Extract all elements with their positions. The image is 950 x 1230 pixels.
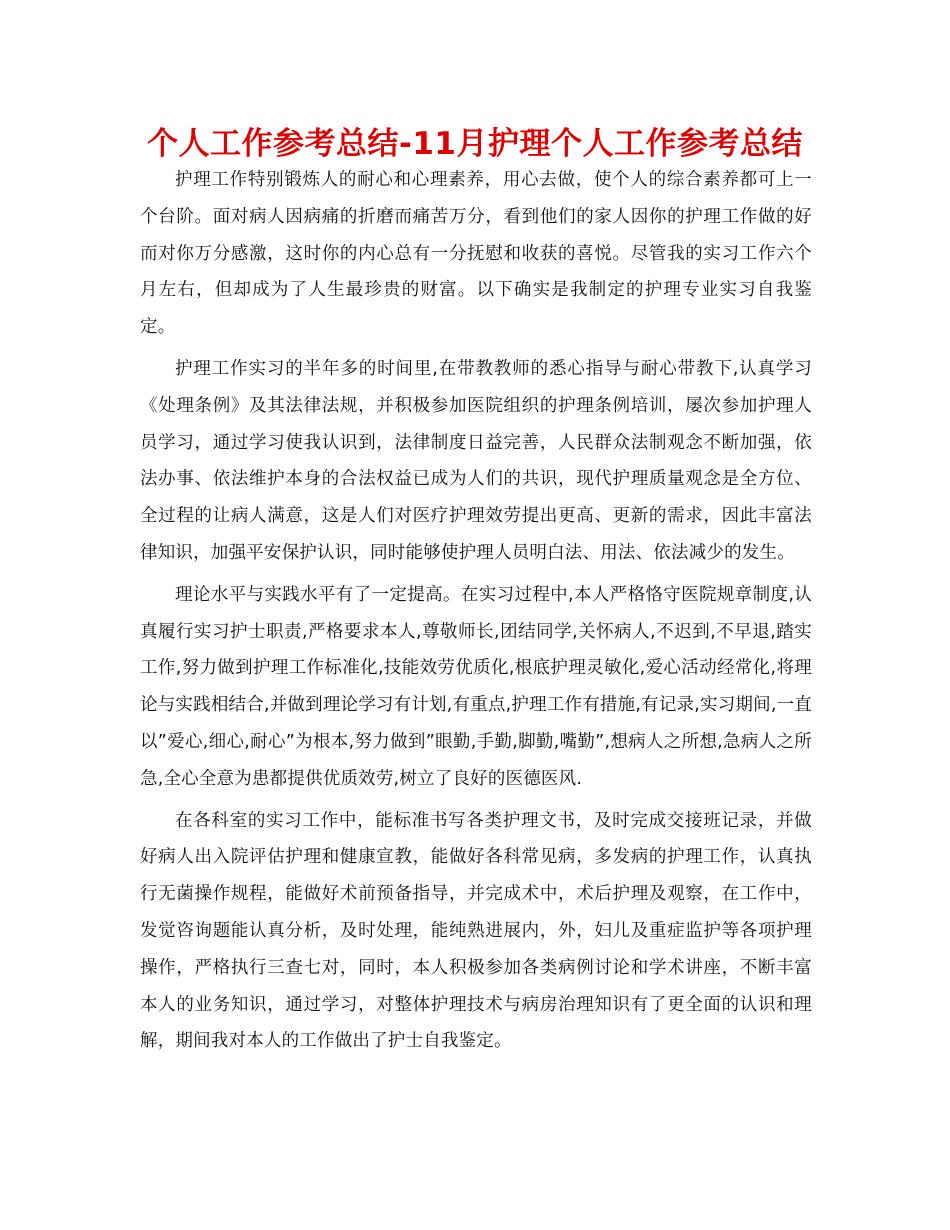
paragraph-1: 护理工作特别锻炼人的耐心和心理素养，用心去做，使个人的综合素养都可上一个台阶。面对病人因病痛的折磨而痛苦万分，看到他们的家人因你的护理工作做的好而对你万分感激，这时你的内心总有一分抚慰和收获的喜悦。尽管我的实习工作六个月左右，但却成为了人生最珍贵的财富。以下确实是我制定的护理专业实习自我鉴定。 <box>140 170 812 338</box>
document-body <box>140 162 812 1065</box>
document-title: 个人工作参考总结-11月护理个人工作参考总结 <box>146 126 803 162</box>
paragraph-2: 护理工作实习的半年多的时间里,在带教教师的悉心指导与耐心带教下,认真学习《处理条例》及其法律法规，并积极参加医院组织的护理条例培训，屡次参加护理人员学习，通过学习使我认识到，法律制度日益完善，人民群众法制观念不断加强，依法办事、依法维护本身的合法权益已成为人们的共识，现代护理质量观念是全方位、全过程的让病人满意，这是人们对医疗护理效劳提出更高、更新的需求，因此丰富法律知识，加强平安保护认识，同时能够使护理人员明白法、用法、依法减少的发生。 <box>140 358 812 563</box>
paragraph-4: 在各科室的实习工作中，能标准书写各类护理文书，及时完成交接班记录，并做好病人出入院评估护理和健康宣教，能做好各科常见病，多发病的护理工作，认真执行无菌操作规程，能做好术前预备指导，并完成术中，术后护理及观察，在工作中，发觉咨询题能认真分析，及时处理，能纯熟进展内，外，妇儿及重症监护等各项护理操作，严格执行三查七对，同时，本人积极参加各类病例讨论和学术讲座，不断丰富本人的业务知识，通过学习，对整体护理技术与病房治理知识有了更全面的认识和理解，期间我对本人的工作做出了护士自我鉴定。 <box>140 810 812 1052</box>
paragraph-3: 理论水平与实践水平有了一定提高。在实习过程中,本人严格恪守医院规章制度,认真履行实习护士职责,严格要求本人,尊敬师长,团结同学,关怀病人,不迟到,不早退,踏实工作,努力做到护理工作标准化,技能效劳优质化,根底护理灵敏化,爱心活动经常化,将理论与实践相结合,并做到理论学习有计划,有重点,护理工作有措施,有记录,实习期间,一直以”爱心,细心,耐心”为根本,努力做到”眼勤,手勤,脚勤,嘴勤”,想病人之所想,急病人之所急,全心全意为患都提供优质效劳,树立了良好的医德医风. <box>140 584 812 789</box>
